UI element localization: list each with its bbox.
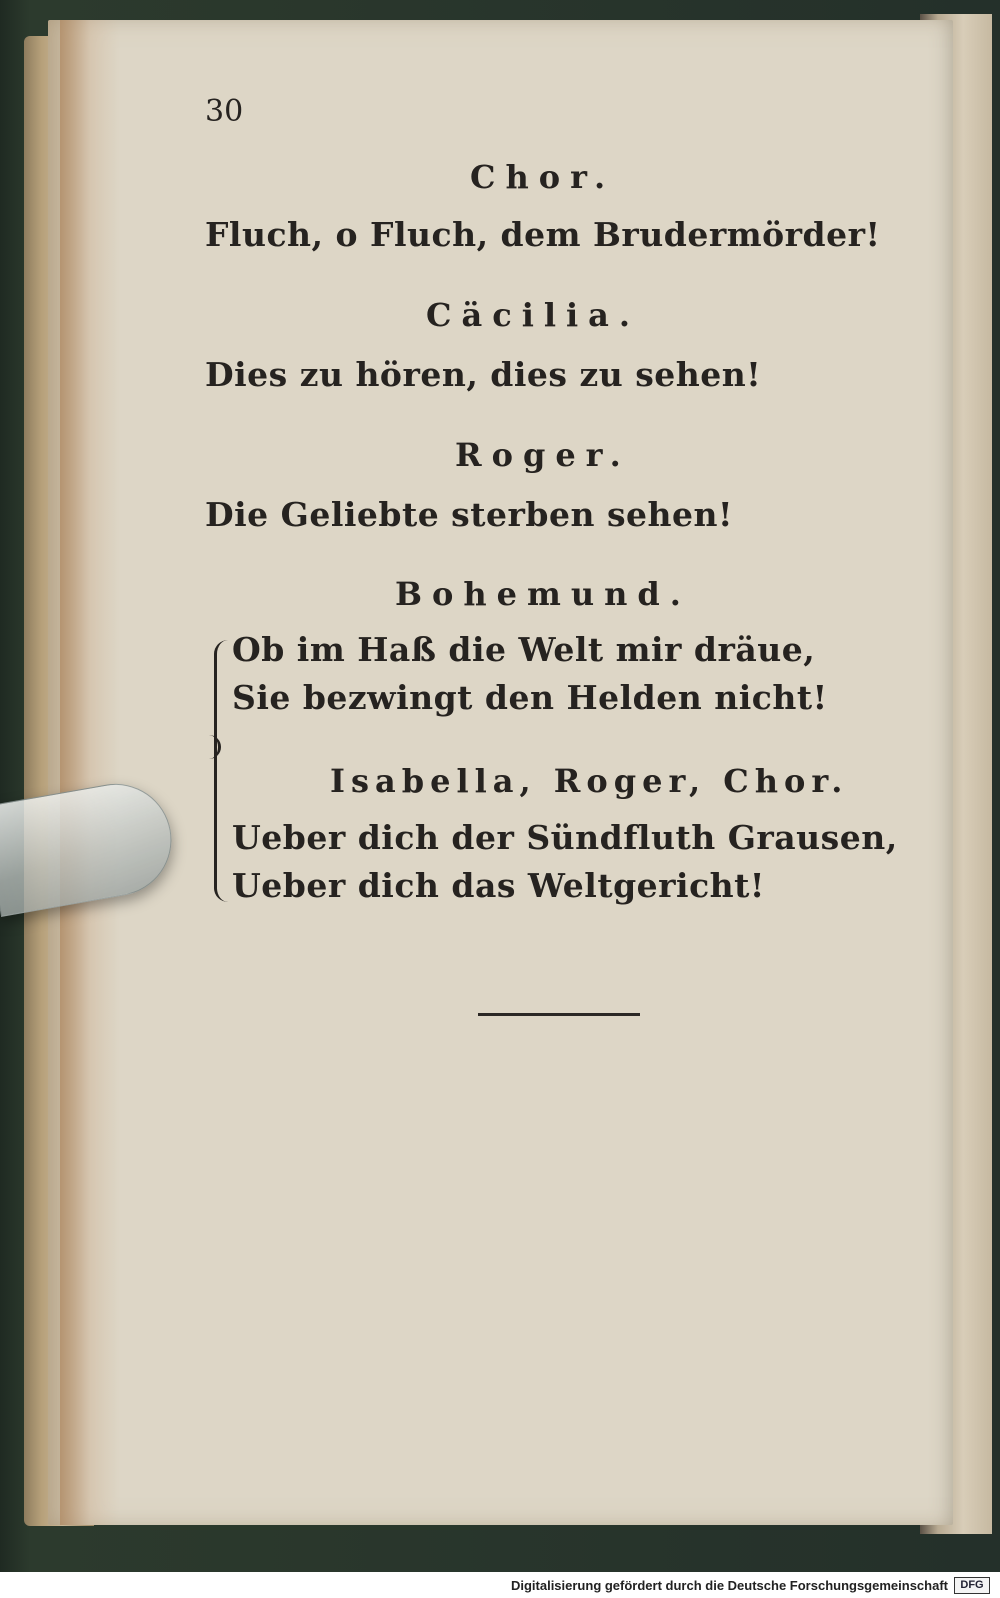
verse-line: Fluch, o Fluch, dem Brudermörder! xyxy=(205,215,881,254)
speaker-heading: Cäcilia. xyxy=(426,296,641,334)
page-gutter-shading xyxy=(60,20,120,1525)
funding-credit: Digitalisierung gefördert durch die Deutsche Forschungsgemeinschaft xyxy=(510,1578,948,1593)
speaker-heading: Isabella, Roger, Chor. xyxy=(330,762,849,800)
verse-line: Ueber dich das Weltgericht! xyxy=(232,866,765,905)
speaker-heading: Chor. xyxy=(470,158,616,196)
curly-brace xyxy=(214,640,231,902)
verse-line: Die Geliebte sterben sehen! xyxy=(205,495,733,534)
dfg-logo: DFG xyxy=(954,1577,990,1594)
verse-line: Ueber dich der Sündfluth Grausen, xyxy=(232,818,898,857)
page-number: 30 xyxy=(205,94,244,129)
section-divider-rule xyxy=(478,1013,640,1016)
speaker-heading: Roger. xyxy=(455,436,631,474)
verse-line: Sie bezwingt den Helden nicht! xyxy=(232,678,828,717)
speaker-heading: Bohemund. xyxy=(395,575,691,613)
verse-line: Dies zu hören, dies zu sehen! xyxy=(205,355,762,394)
verse-line: Ob im Haß die Welt mir dräue, xyxy=(232,630,816,669)
